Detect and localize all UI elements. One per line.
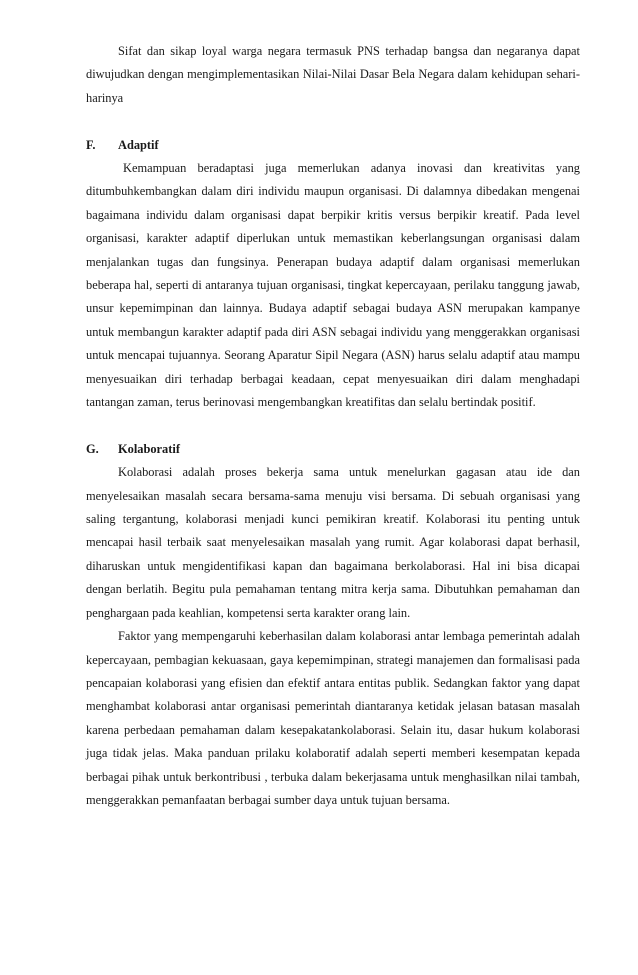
section-number: G. [86, 441, 99, 456]
section-heading-adaptif [86, 134, 580, 157]
section-title: Kolaboratif [118, 441, 180, 456]
intro-paragraph: Sifat dan sikap loyal warga negara termasuk PNS terhadap bangsa dan negaranya dapat diwujudkan dengan mengimplementasikan Nilai-Nilai Dasar Bela Negara dalam kehidupan sehari-harinya [86, 44, 580, 105]
section-title: Adaptif [118, 137, 159, 152]
spacer [86, 110, 580, 133]
section-paragraph: Kemampuan beradaptasi juga memerlukan adanya inovasi dan kreativitas yang ditumbuhkembangkan dalam diri individu maupun organisasi. Di dalamnya dibedakan mengenai bagaimana individu dalam organisasi dapat berpikir kritis versus berpikir kreatif. Pada level organisasi, karakter adaptif diperlukan untuk memastikan keberlangsungan organisasi dalam menjalankan tugas dan fungsinya. Penerapan budaya adaptif dalam organisasi memerlukan beberapa hal, seperti di antaranya tujuan organisasi, tingkat kepercayaan, perilaku tanggung jawab, unsur kepemimpinan dan lainnya. Budaya adaptif sebagai budaya ASN merupakan kampanye untuk membangun karakter adaptif pada diri ASN sebagai individu yang menggerakkan organisasi untuk mencapai tujuannya. Seorang Aparatur Sipil Negara (ASN) harus selalu adaptif atau mampu menyesuaikan diri terhadap berbagai keadaan, cepat menyesuaikan diri dalam menghadapi tantangan zaman, terus berinovasi mengembangkan kreatifitas dan selalu bertindak positif. [86, 161, 580, 410]
section-number: F. [86, 137, 96, 152]
spacer [86, 414, 580, 437]
document-page [86, 40, 580, 812]
section-heading-kolaboratif [86, 438, 580, 461]
section-paragraph: Faktor yang mempengaruhi keberhasilan dalam kolaborasi antar lembaga pemerintah adalah kepercayaan, pembagian kekuasaan, gaya kepemimpinan, strategi manajemen dan formalisasi pada pencapaian kolaborasi yang efisien dan efektif antara entitas publik. Sedangkan faktor yang dapat menghambat kolaborasi antar organisasi pemerintah diantaranya ketidak jelasan batasan masalah karena perbedaan pemahaman dalam kesepakatankolaborasi. Selain itu, dasar hukum kolaborasi juga tidak jelas. Maka panduan prilaku kolaboratif adalah seperti memberi kesempatan kepada berbagai pihak untuk berkontribusi , terbuka dalam bekerjasama untuk menghasilkan nilai tambah, menggerakkan pemanfaatan berbagai sumber daya untuk tujuan bersama. [86, 629, 580, 807]
section-paragraph: Kolaborasi adalah proses bekerja sama untuk menelurkan gagasan atau ide dan menyelesaikan masalah secara bersama-sama menuju visi bersama. Di sebuah organisasi yang saling tergantung, kolaborasi menjadi kunci pemikiran kreatif. Kolaborasi itu penting untuk mencapai hasil terbaik saat menyelesaikan masalah yang rumit. Agar kolaborasi dapat berhasil, diharuskan untuk mengidentifikasi kapan dan bagaimana berkolaborasi. Hal ini bisa dicapai dengan berlatih. Begitu pula pemahaman tentang mitra kerja sama. Dibutuhkan pemahaman dan penghargaan pada keahlian, kompetensi serta karakter orang lain. [86, 465, 580, 620]
